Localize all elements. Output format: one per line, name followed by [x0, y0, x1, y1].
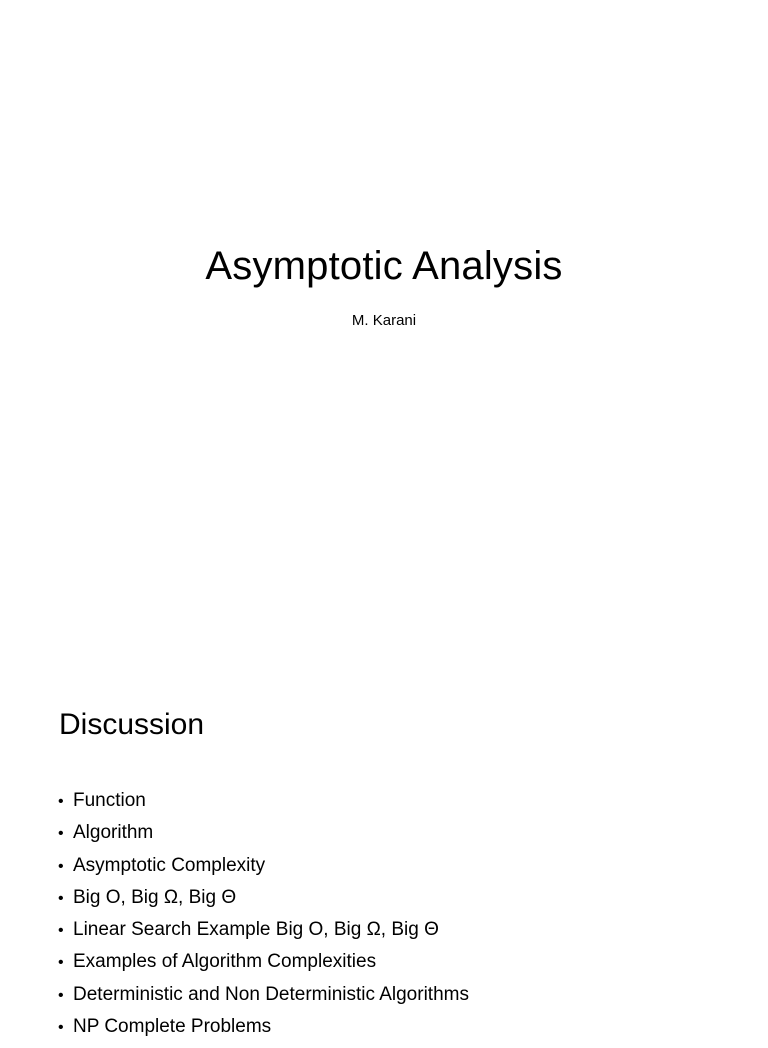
list-item [58, 790, 469, 822]
bullet-list [58, 790, 469, 1048]
list-item [58, 984, 469, 1016]
author-name: M. Karani [351, 312, 417, 329]
list-item-text: Linear Search Example Big O, Big Ω, Big Θ [73, 919, 439, 941]
list-item-text: Function [73, 790, 146, 811]
list-item-text: Deterministic and Non Deterministic Algorithms [73, 983, 469, 1005]
bullet-icon: • [58, 793, 64, 810]
list-item [58, 822, 469, 854]
bullet-icon: • [58, 857, 64, 875]
list-item-text: Examples of Algorithm Complexities [73, 951, 377, 973]
bullet-icon: • [58, 889, 64, 907]
bullet-icon: • [58, 954, 64, 972]
bullet-icon: • [58, 1019, 64, 1037]
bullet-icon: • [58, 986, 64, 1004]
bullet-icon: • [58, 825, 64, 843]
list-item [58, 951, 469, 983]
list-item [58, 919, 469, 951]
slide-title: Asymptotic Analysis [205, 244, 563, 288]
section-heading: Discussion [59, 708, 205, 741]
list-item-text: Algorithm [73, 822, 154, 844]
list-item-text: NP Complete Problems [73, 1016, 272, 1038]
list-item [58, 887, 469, 919]
list-item-text: Asymptotic Complexity [73, 854, 266, 876]
list-item [58, 1016, 469, 1048]
list-item-text: Big O, Big Ω, Big Θ [73, 886, 237, 908]
bullet-icon: • [58, 922, 64, 940]
discussion-slide [0, 690, 768, 1038]
list-item [58, 855, 469, 887]
